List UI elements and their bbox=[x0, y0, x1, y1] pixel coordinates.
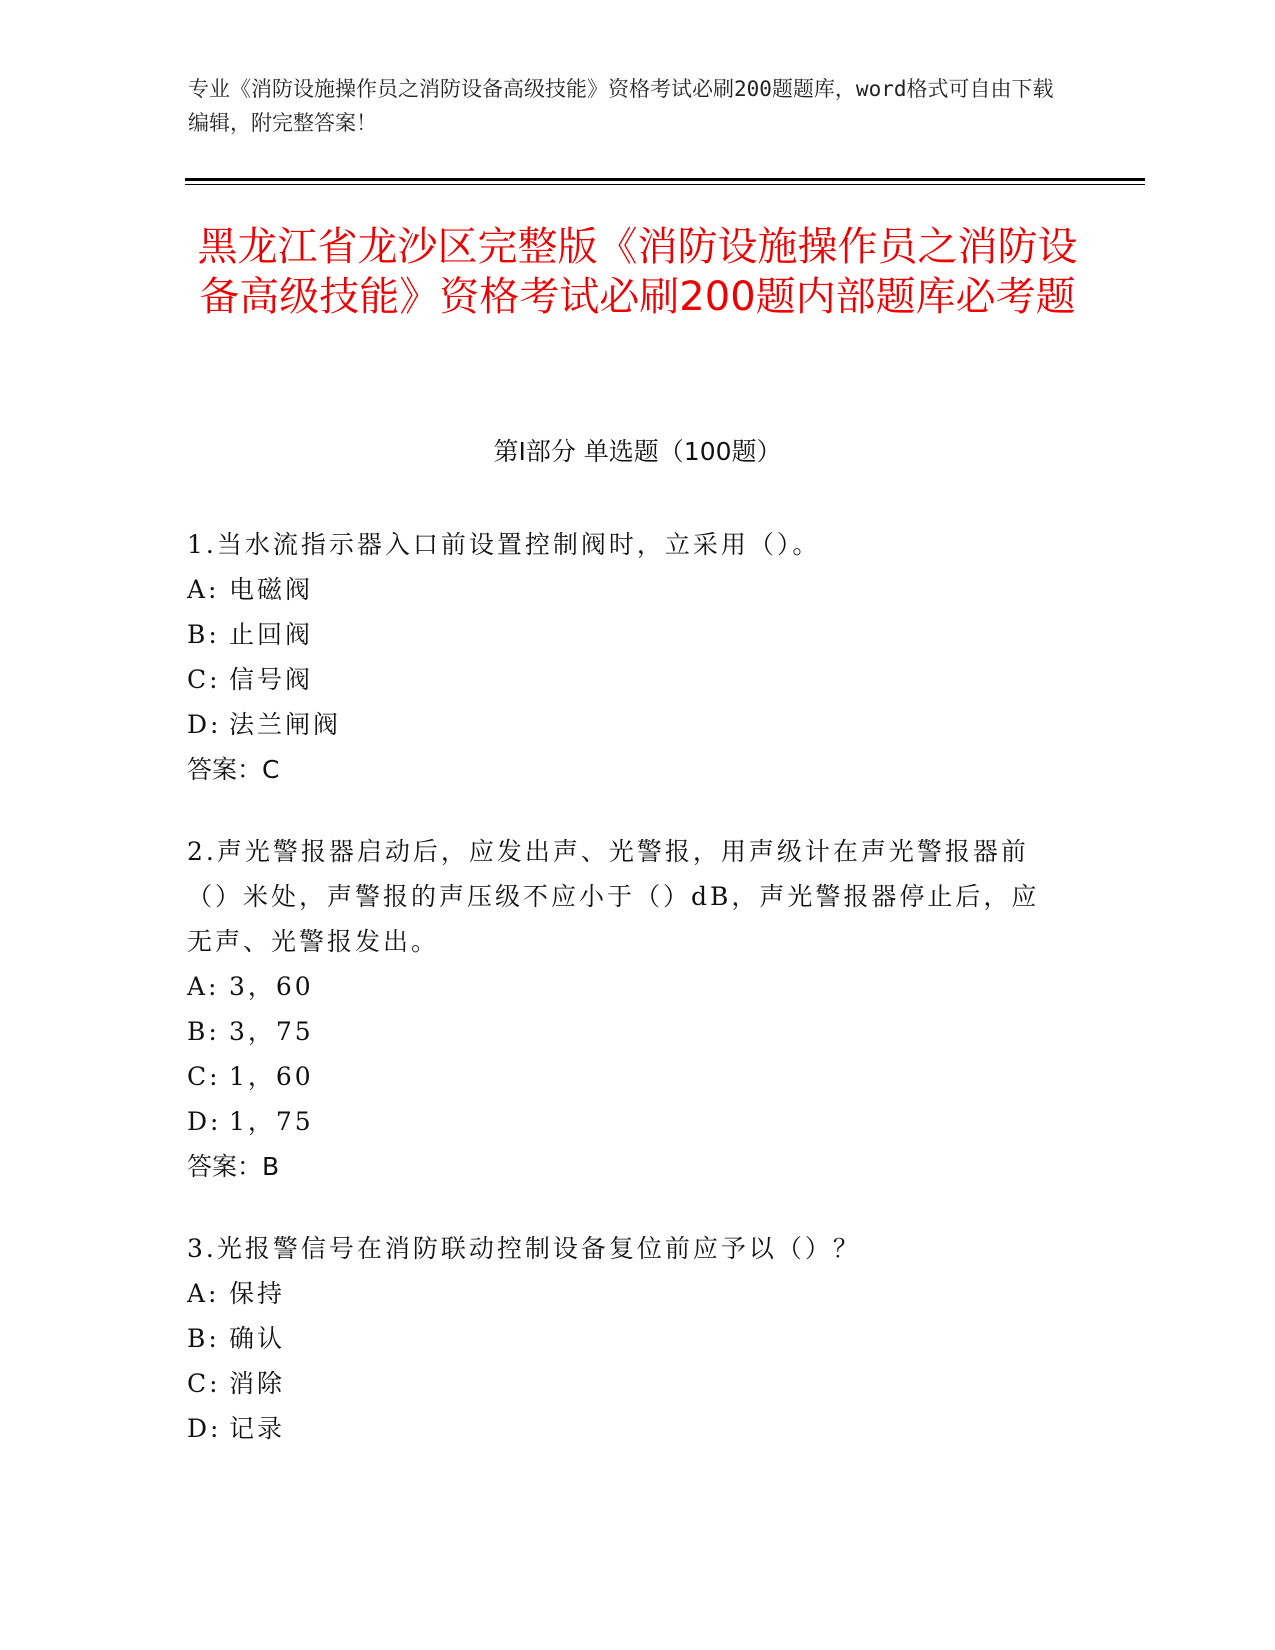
option-text: 消除 bbox=[229, 1369, 286, 1398]
option-text: 1，75 bbox=[229, 1107, 314, 1136]
option-letter: B: bbox=[187, 620, 220, 649]
option-text: 确认 bbox=[229, 1324, 286, 1353]
question-2 bbox=[187, 829, 1067, 1189]
option-c bbox=[187, 1054, 1067, 1099]
option-letter: A: bbox=[187, 575, 220, 604]
option-c bbox=[187, 1361, 1067, 1406]
option-a bbox=[187, 964, 1067, 1009]
question-1 bbox=[187, 522, 1067, 792]
option-b bbox=[187, 1009, 1067, 1054]
option-letter: C: bbox=[187, 1062, 221, 1091]
option-letter: B: bbox=[187, 1017, 220, 1046]
question-3 bbox=[187, 1226, 1067, 1451]
question-text: 3.光报警信号在消防联动控制设备复位前应予以（）？ bbox=[187, 1234, 861, 1263]
option-a bbox=[187, 1271, 1067, 1316]
option-d bbox=[187, 702, 1067, 747]
option-letter: D: bbox=[187, 710, 222, 739]
question-text: 1.当水流指示器入口前设置控制阀时，立采用（）。 bbox=[187, 530, 821, 559]
option-letter: B: bbox=[187, 1324, 220, 1353]
header-divider-thick bbox=[185, 178, 1145, 181]
option-letter: A: bbox=[187, 972, 220, 1001]
answer-text: 答案：B bbox=[187, 1152, 280, 1181]
option-letter: C: bbox=[187, 1369, 221, 1398]
option-a bbox=[187, 567, 1067, 612]
header-divider-thin bbox=[185, 184, 1145, 185]
option-text: 止回阀 bbox=[229, 620, 314, 649]
option-text: 3，75 bbox=[229, 1017, 314, 1046]
option-b bbox=[187, 612, 1067, 657]
document-title: 黑龙江省龙沙区完整版《消防设施操作员之消防设备高级技能》资格考试必刷200题内部题库必考题 bbox=[197, 224, 1078, 320]
option-text: 3，60 bbox=[229, 972, 314, 1001]
option-text: 法兰闸阀 bbox=[229, 710, 342, 739]
option-text: 保持 bbox=[229, 1279, 286, 1308]
header-note: 专业《消防设施操作员之消防设备高级技能》资格考试必刷200题题库，word格式可自由下载编辑，附完整答案！ bbox=[188, 77, 1054, 135]
question-list bbox=[187, 522, 1067, 1488]
option-text: 电磁阀 bbox=[229, 575, 314, 604]
option-d bbox=[187, 1406, 1067, 1451]
answer-text: 答案：C bbox=[187, 755, 280, 784]
option-b bbox=[187, 1316, 1067, 1361]
option-letter: A: bbox=[187, 1279, 220, 1308]
option-d bbox=[187, 1099, 1067, 1144]
option-c bbox=[187, 657, 1067, 702]
question-text: 2.声光警报器启动后，应发出声、光警报，用声级计在声光警报器前（）米处，声警报的声压级不应小于（）dB，声光警报器停止后，应无声、光警报发出。 bbox=[187, 837, 1040, 956]
option-letter: D: bbox=[187, 1414, 222, 1443]
section-title: 第Ⅰ部分 单选题（100题） bbox=[493, 437, 782, 466]
option-letter: D: bbox=[187, 1107, 222, 1136]
option-text: 记录 bbox=[229, 1414, 286, 1443]
option-text: 1，60 bbox=[229, 1062, 314, 1091]
option-text: 信号阀 bbox=[229, 665, 314, 694]
option-letter: C: bbox=[187, 665, 221, 694]
